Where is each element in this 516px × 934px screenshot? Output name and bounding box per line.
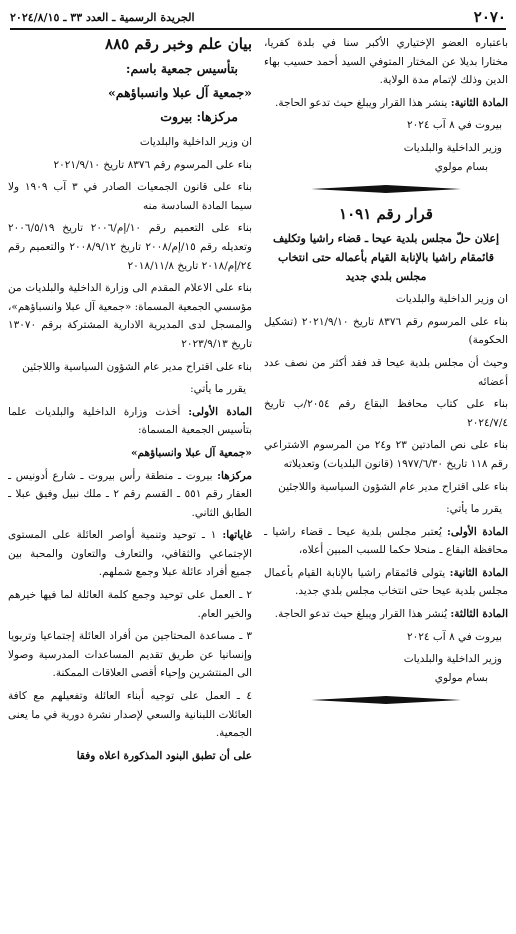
continuation-text: باعتباره العضو الإختياري الأكبر سنا في بلدة كفريا، مختارا بديلا عن المختار المتوفي السيد أحمد حسيب بهاء الدين وذلك لإتمام مدة الولاية.: [264, 37, 508, 87]
preamble-para: بناء على التعميم رقم ١٠/إم/٢٠٠٦ تاريخ ٢٠٠٦/٥/١٩ وتعديله رقم ١٥/إم/٢٠٠٨ تاريخ ٢٠٠٨/٩/١٢ والتعميم رقم ٢٤/إم/٢٠١٨ تاريخ ٢٠١٨/١١/٨: [8, 222, 252, 272]
page-header: [10, 6, 506, 30]
section-separator: [264, 184, 508, 194]
article-label: المادة الثانية:: [450, 96, 508, 109]
preamble-para: بناء على اقتراح مدير عام الشؤون السياسية واللاجئين: [22, 360, 252, 373]
preamble-para: وحيث أن مجلس بلدية عيحا قد فقد أكثر من نصف عدد أعضائه: [264, 356, 508, 388]
preamble-para: بناء على المرسوم رقم ٨٣٧٦ تاريخ ٢٠٢١/٩/١٠: [53, 158, 252, 171]
founding-line: بتأسيس جمعية باسم:: [125, 61, 238, 76]
article-text: ينشر هذا القرار ويبلغ حيث تدعو الحاجة.: [275, 96, 451, 109]
decision-number: قرار رقم ١٠٩١: [339, 205, 433, 224]
goal-item: ٢ ـ العمل على توحيد وجمع كلمة العائلة لما فيها خيرهم والخير العام.: [8, 589, 252, 620]
association-name: «جمعية آل عبلا وانسباؤهم»: [107, 85, 252, 100]
preamble-para: بناء على قانون الجمعيات الصادر في ٣ آب ١٩٠٩ ولا سيما المادة السادسة منه: [8, 181, 252, 212]
headquarters-address: مركزها: بيروت ـ منطقة رأس بيروت ـ شارع أدونيس ـ العقار رقم ٥٥١ ـ القسم رقم ٢ ـ ملك نبيل وفيق عبلا ـ الطابق الثاني.: [8, 469, 252, 519]
decision-title: إعلان حلّ مجلس بلدية عيحا ـ قضاء راشيا وتكليف قائمقام راشيا بالإنابة القيام بأعماله حتى انتخاب مجلس بلدي جديد: [272, 232, 500, 284]
decision-date: بيروت في ٨ آب ٢٠٢٤: [407, 630, 502, 643]
article-two: [264, 94, 508, 113]
signer-title: وزير الداخلية والبلديات: [403, 141, 502, 154]
preamble-para: بناء على الاعلام المقدم الى وزارة الداخلية والبلديات من مؤسسي الجمعية المسماة: «جمعية آل عبلا وانسباؤهم»، والمسجل لدى المديرية الادارية المشتركة برقم ١٣٠٧٠ تاريخ ٢٠٢٣/٩/١٣: [8, 282, 252, 350]
goal-item: ٣ ـ مساعدة المحتاجين من أفراد العائلة إجتماعيا وتربويا وإنسانيا عن طريق تقديم المساعدات المدرسية وصولا الى المنتشرين وإحياء أقصى العلاقات الممكنة.: [8, 630, 252, 680]
goal-item: غاياتها: ١ ـ توحيد وتنمية أواصر العائلة على المستوى الإجتماعي والثقافي، والتعارف والتعاون والمحبة بين جميع أفراد عائلة عبلا وجمع شملهم.: [8, 529, 252, 579]
preamble-para: بناء على اقتراح مدير عام الشؤون السياسية واللاجئين: [278, 480, 508, 493]
notice-number: بيان علم وخبر رقم ٨٨٥: [105, 35, 252, 53]
columns: [8, 34, 508, 928]
preamble-para: بناء على كتاب محافظ البقاع رقم ٢٠٥٤/ب تاريخ ٢٠٢٤/٧/٤: [264, 398, 508, 429]
goal-item: ٤ ـ العمل على توجيه أبناء العائلة وتفعيلهم مع كافة العائلات اللبنانية والسعي لإصدار نشرة دورية في ما يعنى الجمعية.: [8, 690, 252, 740]
signer-title: وزير الداخلية والبلديات: [403, 653, 502, 666]
decides-line: يقرر ما يأتي:: [446, 503, 502, 516]
article-one: المادة الأولى: أخذت وزارة الداخلية والبلديات علما بتأسيس الجمعية المسماة:: [8, 405, 252, 437]
left-column: [8, 34, 252, 928]
signer-name: بسام مولوي: [434, 160, 488, 173]
signer-name: بسام مولوي: [434, 671, 488, 684]
article-three: المادة الثالثة: يُنشر هذا القرار ويبلغ حيث تدعو الحاجة.: [274, 608, 508, 621]
decides-line: يقرر ما يأتي:: [190, 383, 246, 396]
headquarters: مركزها: بيروت: [160, 109, 238, 124]
publication-title: الجريدة الرسمية ـ العدد ٣٣ ـ ٢٠٢٤/٨/١٥: [10, 10, 195, 24]
minister-line: ان وزير الداخلية والبلديات: [139, 136, 252, 148]
minister-line: ان وزير الداخلية والبلديات: [395, 293, 508, 306]
footer-text: على أن تطبق البنود المذكورة اعلاه وفقا: [76, 749, 252, 762]
decision-date: بيروت في ٨ آب ٢٠٢٤: [407, 119, 502, 132]
right-column: [264, 34, 508, 928]
page-number: ٢٠٧٠: [473, 8, 506, 26]
preamble-para: بناء على نص المادتين ٢٣ و٢٤ من المرسوم الاشتراعي رقم ١١٨ تاريخ ١٩٧٧/٦/٣٠ (قانون البلديات) وتعديلاته: [264, 439, 508, 470]
article-two: المادة الثانية: يتولى قائمقام راشيا بالإنابة القيام بأعمال مجلس بلدية عيحا حتى انتخاب مجلس بلدي جديد.: [264, 566, 508, 598]
article-one: المادة الأولى: يُعتبر مجلس بلدية عيحا ـ قضاء راشيا ـ محافظة البقاع ـ منحلا حكما للسبب المبين أعلاه،: [264, 525, 508, 557]
preamble-para: بناء على المرسوم رقم ٨٣٧٦ تاريخ ٢٠٢١/٩/١٠ (تشكيل الحكومة): [264, 315, 508, 347]
association-name: «جمعية آل عبلا وانسباؤهم»: [130, 446, 252, 459]
section-separator: [264, 695, 508, 705]
